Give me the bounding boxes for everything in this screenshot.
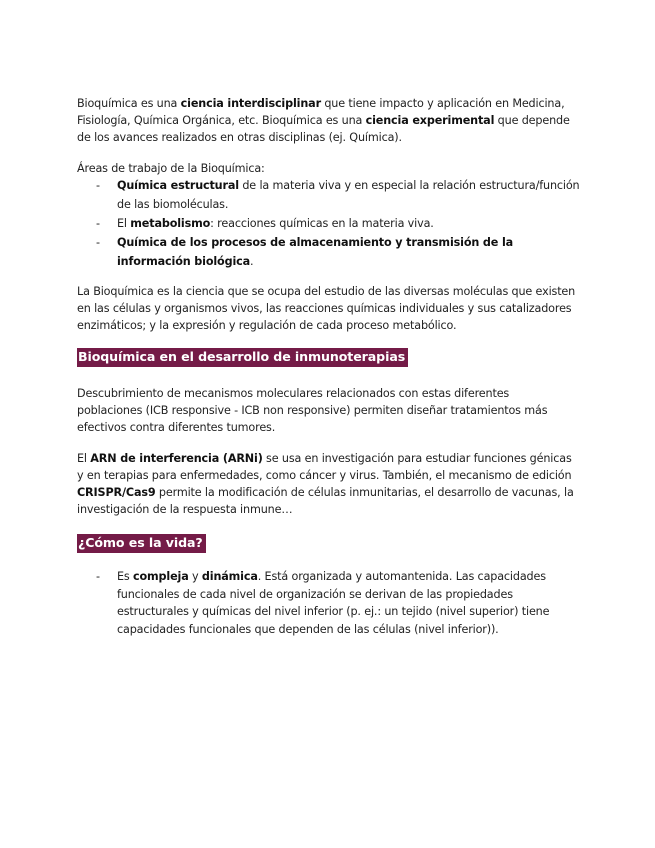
- p2-text-1: El: [77, 452, 91, 465]
- vida-list: [77, 568, 582, 638]
- vida-text-1: Es: [117, 570, 134, 583]
- areas-list: [77, 176, 582, 271]
- p2-bold-2: CRISPR/Cas9: [77, 486, 156, 499]
- list-item-pre: El: [117, 217, 131, 230]
- intro-text-3: que depende de los avances realizados en otras disciplinas (ej. Química).: [77, 114, 570, 144]
- intro-paragraph: [77, 95, 577, 146]
- intro-text-1: Bioquímica es una: [77, 97, 181, 110]
- vida-text-3: . Está organizada y automantenida. Las capacidades funcionales de cada nivel de organización se derivan de las propiedades estructurales y químicas del nivel inferior (p. ej.: un tejido (nivel superior) tiene capacidades funcionales que dependen de las células (nivel inferior)).: [117, 570, 550, 636]
- list-item: [77, 568, 582, 638]
- list-item-bold: Química de los procesos de almacenamiento y transmisión de la información biológica: [117, 236, 514, 268]
- list-item: [77, 176, 582, 214]
- list-item-text: de la materia viva y en especial la relación estructura/función de las biomoléculas.: [117, 179, 580, 211]
- p2-text-2: se usa en investigación para estudiar funciones génicas y en terapias para enfermedades, como cáncer y virus. También, el mecanismo de edición: [77, 452, 572, 482]
- bullet-dash: -: [96, 236, 100, 249]
- bullet-dash: -: [96, 179, 100, 192]
- list-item: [77, 214, 582, 233]
- list-item-text: .: [250, 255, 254, 268]
- section-heading-inmunoterapias: Bioquímica en el desarrollo de inmunoterapias: [77, 348, 408, 367]
- list-item-bold: Química estructural: [117, 179, 239, 192]
- areas-title: Áreas de trabajo de la Bioquímica:: [77, 162, 265, 175]
- p2-bold-1: ARN de interferencia (ARNi): [90, 452, 263, 465]
- bullet-dash: -: [96, 570, 100, 583]
- intro-bold-1: ciencia interdisciplinar: [180, 97, 321, 110]
- definition-paragraph: La Bioquímica es la ciencia que se ocupa del estudio de las diversas moléculas que existen en las células y organismos vivos, las reacciones químicas individuales y sus catalizadores enzimáticos; y la expresión y regulación de cada proceso metabólico.: [77, 285, 576, 332]
- inmunoterapias-paragraph-2: [77, 450, 577, 518]
- p2-text-3: permite la modificación de células inmunitarias, el desarrollo de vacunas, la investigación de la respuesta inmune…: [77, 486, 574, 516]
- list-item: [77, 233, 582, 271]
- list-item-text: : reacciones químicas en la materia viva.: [210, 217, 434, 230]
- list-item-bold: metabolismo: [130, 217, 211, 230]
- intro-bold-2: ciencia experimental: [365, 114, 495, 127]
- vida-text-2: y: [188, 570, 202, 583]
- intro-text-2: que tiene impacto y aplicación en Medicina, Fisiología, Química Orgánica, etc. Bioquímica es una: [77, 97, 565, 127]
- section-heading-vida: ¿Cómo es la vida?: [77, 534, 206, 553]
- bullet-dash: -: [96, 217, 100, 230]
- vida-bold-2: dinámica: [201, 570, 258, 583]
- inmunoterapias-paragraph-1: Descubrimiento de mecanismos moleculares relacionados con estas diferentes poblaciones (ICB responsive - ICB non responsive) permiten diseñar tratamientos más efectivos contra diferentes tumores.: [77, 387, 548, 434]
- vida-bold-1: compleja: [133, 570, 189, 583]
